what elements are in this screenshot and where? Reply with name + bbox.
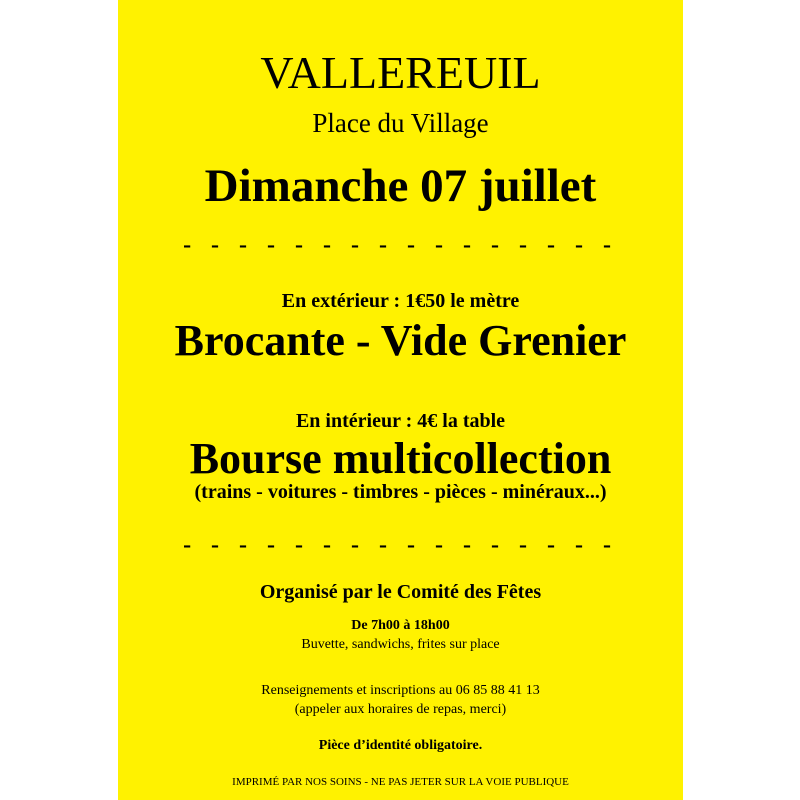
refreshments-text: Buvette, sandwichs, frites sur place [301, 637, 500, 652]
town-title: VALLEREUIL [260, 47, 541, 98]
separator-top: - - - - - - - - - - - - - - - - [183, 232, 618, 258]
organizer-text: Organisé par le Comité des Fêtes [259, 581, 542, 603]
outdoor-price-info: En extérieur : 1€50 le mètre [281, 290, 520, 312]
event-date: Dimanche 07 juillet [204, 160, 597, 212]
call-note: (appeler aux horaires de repas, merci) [294, 702, 507, 717]
event-poster [118, 0, 683, 800]
separator-bottom: - - - - - - - - - - - - - - - - [183, 532, 618, 558]
footer-notice: IMPRIMÉ PAR NOS SOINS - NE PAS JETER SUR LA VOIE PUBLIQUE [232, 776, 569, 788]
id-required-notice: Pièce d’identité obligatoire. [318, 738, 483, 753]
opening-hours: De 7h00 à 18h00 [351, 618, 450, 633]
bourse-details: (trains - voitures - timbres - pièces - minéraux...) [194, 481, 607, 503]
location-subtitle: Place du Village [312, 108, 489, 138]
brocante-heading: Brocante - Vide Grenier [174, 316, 627, 365]
contact-info: Renseignements et inscriptions au 06 85 88 41 13 [261, 683, 540, 698]
bourse-heading: Bourse multicollection [189, 434, 612, 483]
indoor-price-info: En intérieur : 4€ la table [295, 410, 506, 432]
